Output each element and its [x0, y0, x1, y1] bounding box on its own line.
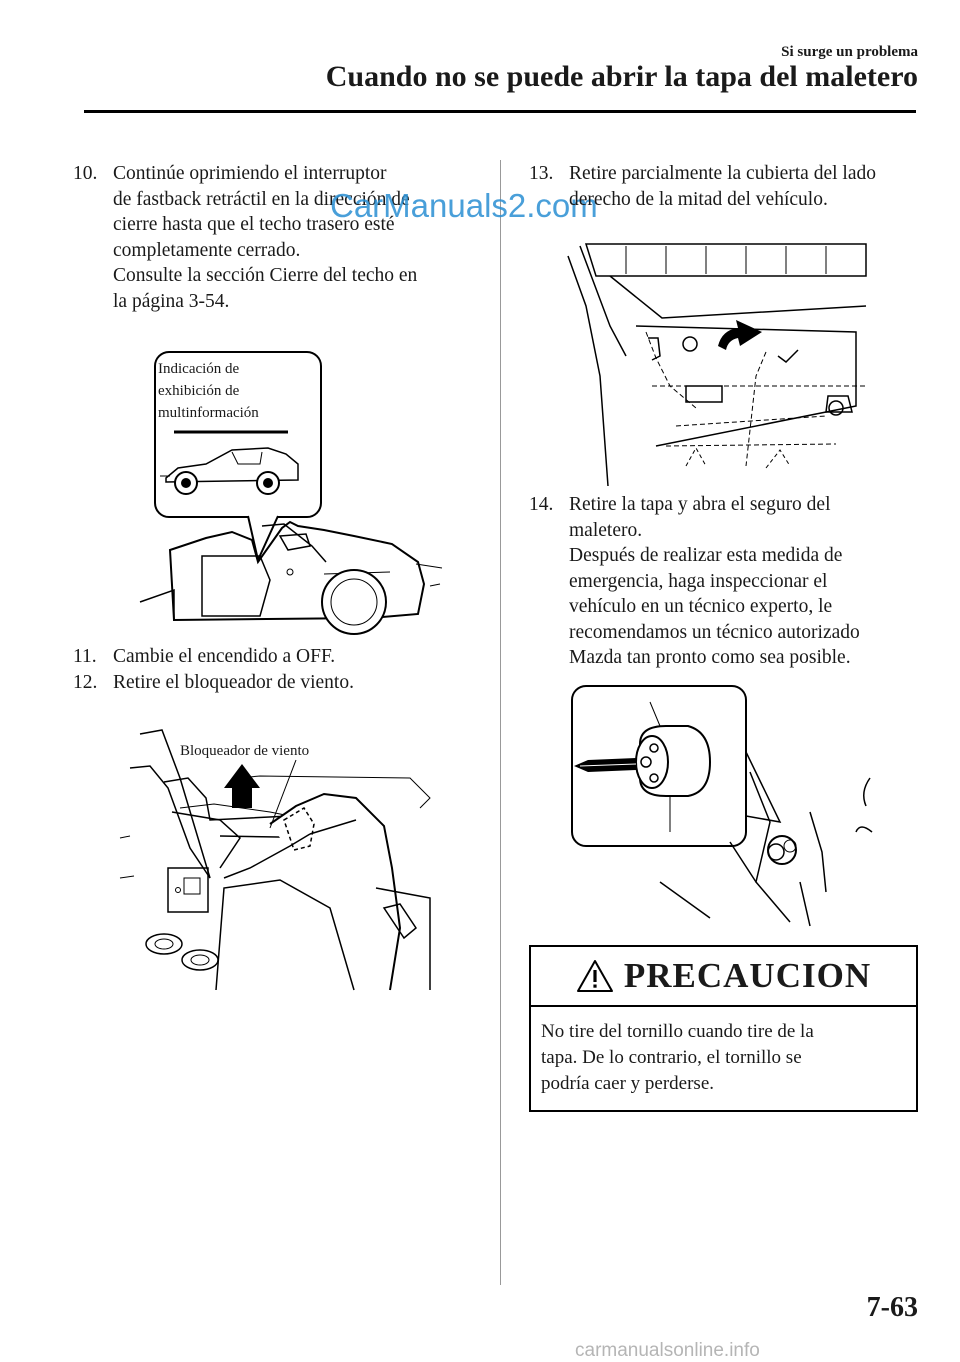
page-number: 7-63	[866, 1292, 918, 1323]
step-text: Retire parcialmente la cubierta del lado derecho de la mitad del vehículo.	[569, 163, 876, 210]
wind-blocker-label: Bloqueador de viento	[180, 743, 310, 759]
step-number: 12.	[73, 672, 98, 693]
caution-title: PRECAUCION	[623, 956, 872, 995]
wind-blocker-illustration	[120, 728, 450, 990]
display-callout-label: Indicación de exhibición de multinformación	[158, 361, 259, 421]
step-text: Continúe oprimiendo el interruptor de fastback retráctil en la dirección de cierre hasta que el techo trasero esté completamente cerrado. Consulte la sección Cierre del techo en la página 3-54.	[113, 163, 418, 312]
cover-illustration	[566, 236, 886, 486]
figure-wind-blocker	[120, 728, 450, 990]
footer-watermark: carmanualsonline.info	[575, 1340, 760, 1361]
step-11	[73, 644, 335, 670]
step-number: 10.	[73, 163, 98, 184]
lock-cylinder-illustration	[560, 682, 890, 926]
step-14	[529, 492, 860, 671]
section-label: Si surge un problema	[781, 44, 918, 60]
step-text: Retire la tapa y abra el seguro del maletero. Después de realizar esta medida de emergencia, haga inspeccionar el vehículo en un técnico experto, le recomendamos un técnico autorizado Mazda tan pronto como sea posible.	[569, 494, 860, 668]
step-12	[73, 670, 354, 696]
step-10	[73, 161, 417, 314]
caution-text: No tire del tornillo cuando tire de la tapa. De lo contrario, el tornillo se podría caer y perderse.	[541, 1021, 814, 1094]
step-number: 11.	[73, 646, 97, 667]
caution-header	[531, 947, 916, 1007]
step-text: Retire el bloqueador de viento.	[113, 672, 354, 693]
step-number: 13.	[529, 163, 554, 184]
figure-roof-closing	[140, 350, 460, 650]
page-title: Cuando no se puede abrir la tapa del maletero	[325, 60, 918, 93]
watermark: CarManuals2.com	[330, 187, 598, 224]
figure-cover-removal	[566, 236, 886, 486]
column-divider	[500, 160, 501, 1285]
figure-trunk-lock	[560, 682, 890, 926]
step-number: 14.	[529, 494, 554, 515]
step-13	[529, 161, 876, 212]
warning-triangle-icon	[576, 959, 614, 993]
step-text: Cambie el encendido a OFF.	[113, 646, 336, 667]
header-rule	[84, 110, 916, 113]
caution-box	[529, 945, 918, 1112]
